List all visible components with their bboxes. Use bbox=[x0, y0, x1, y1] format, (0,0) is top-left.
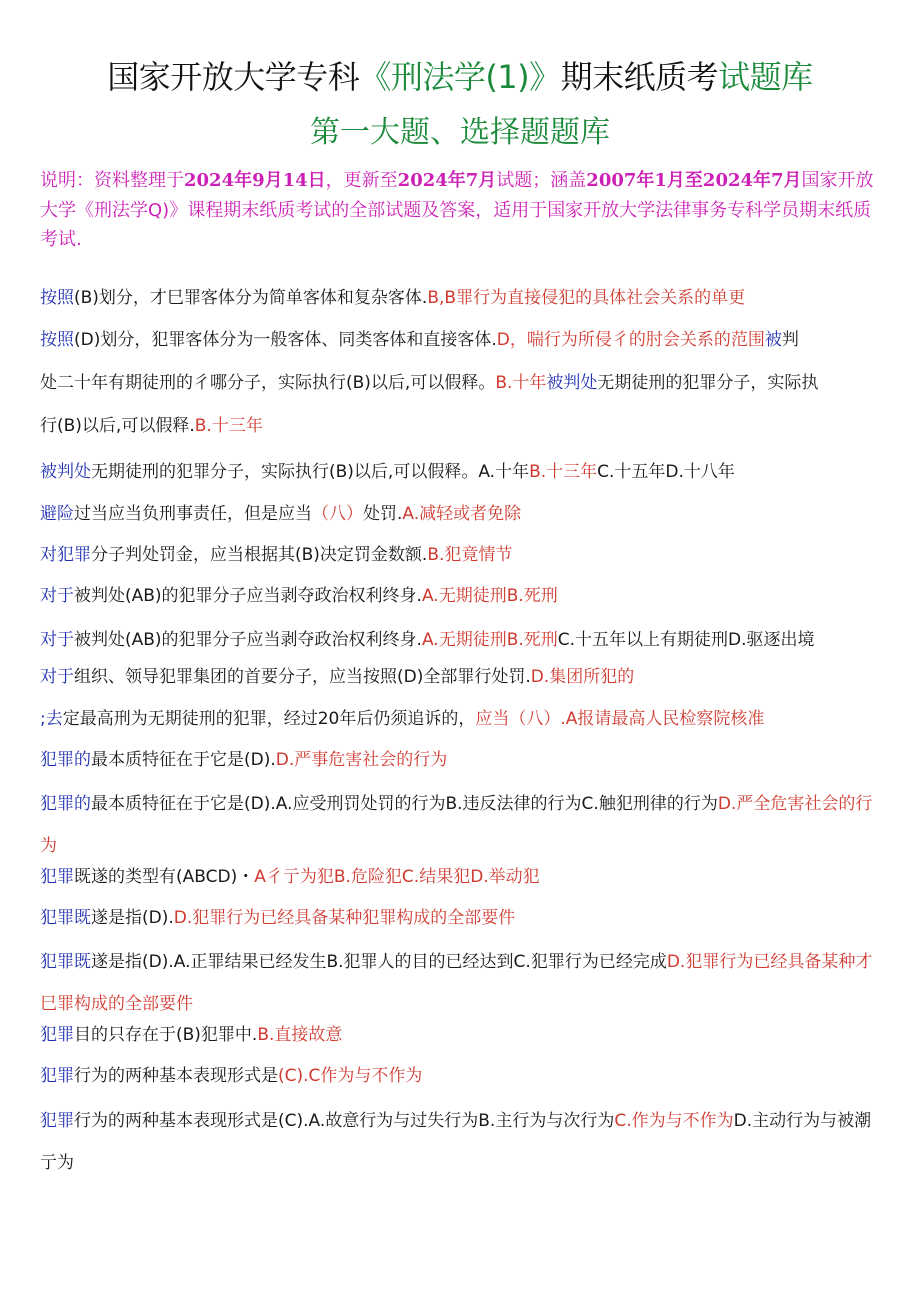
question-text: 行为的两种基本表现形式是(C).A.故意行为与过失行为B.主行为与次行为 bbox=[74, 1111, 615, 1131]
keyword: 犯罪 bbox=[40, 1066, 74, 1086]
question-line bbox=[40, 1100, 885, 1184]
keyword: 被判处 bbox=[546, 373, 598, 393]
answer-text: B.十三年 bbox=[194, 416, 263, 436]
title-part-4: 试题库 bbox=[718, 58, 813, 96]
title-part-3: 期末纸质考 bbox=[560, 58, 719, 96]
question-text: 遂是指(D). bbox=[91, 908, 174, 928]
answer-text: A.无期徒刑B.死刑 bbox=[421, 586, 558, 606]
intro-date: 2024年9月14日 bbox=[184, 170, 326, 191]
answer-text: B.十三年 bbox=[529, 462, 598, 482]
answer-text: A.无期徒刑B.死刑 bbox=[421, 630, 558, 650]
question-text: 最本质特征在于它是(D). bbox=[91, 750, 276, 770]
question-text: 既遂的类型有(ABCD)・ bbox=[74, 867, 255, 887]
question-line bbox=[40, 277, 885, 320]
keyword: 对于 bbox=[40, 630, 74, 650]
answer-text: D.严全危害社会的行为 bbox=[40, 794, 873, 856]
question-line bbox=[40, 941, 885, 1025]
question-line bbox=[40, 534, 885, 577]
keyword: 被判处 bbox=[40, 462, 91, 482]
question-line bbox=[40, 575, 885, 618]
answer-text: （八） bbox=[312, 504, 363, 524]
question-text: (D)划分，犯罪客体分为一般客体、同类客体和直接客体. bbox=[74, 330, 497, 350]
keyword: 犯罪 bbox=[40, 867, 74, 887]
question-line bbox=[40, 698, 885, 741]
page-title bbox=[0, 56, 920, 98]
intro-note bbox=[40, 166, 885, 255]
answer-text: D，喘行为所侵彳的肘会关系的范围 bbox=[496, 330, 765, 350]
question-line bbox=[40, 856, 885, 899]
question-line bbox=[40, 319, 885, 362]
question-text: 遂是指(D).A.正罪结果已经发生B.犯罪人的目的已经达到C.犯罪行为已经完成 bbox=[91, 952, 667, 972]
title-part-2: 《刑法学(1)》 bbox=[359, 58, 561, 96]
question-text: (B)划分，才巳罪客体分为简单客体和复杂客体. bbox=[74, 288, 428, 308]
keyword: 对犯罪 bbox=[40, 545, 91, 565]
question-text: 组织、领导犯罪集团的首要分子，应当按照(D)全部罪行处罚. bbox=[74, 667, 531, 687]
keyword: 犯罪既 bbox=[40, 952, 91, 972]
question-line bbox=[40, 362, 885, 405]
question-text: 处罚. bbox=[363, 504, 403, 524]
answer-text: D.犯罪行为已经具备某种犯罪构成的全部要件 bbox=[173, 908, 516, 928]
question-line bbox=[40, 1055, 885, 1098]
question-text: 目的只存在于(B)犯罪中. bbox=[74, 1025, 258, 1045]
intro-date: 2024年7月 bbox=[397, 170, 497, 191]
answer-text: D.严事危害社会的行为 bbox=[275, 750, 448, 770]
question-line bbox=[40, 1014, 885, 1057]
intro-text: 说明：资料整理于 bbox=[40, 170, 184, 191]
question-text: 最本质特征在于它是(D).A.应受刑罚处罚的行为B.违反法律的行为C.触犯刑律的行为 bbox=[91, 794, 718, 814]
question-line bbox=[40, 656, 885, 699]
answer-text: (C).C作为与不作为 bbox=[278, 1066, 423, 1086]
section-heading: 第一大题、选择题题库 bbox=[310, 115, 610, 150]
question-text: D.主动行为与被潮亍为 bbox=[40, 1111, 872, 1173]
keyword: 犯罪既 bbox=[40, 908, 91, 928]
keyword: 犯罪 bbox=[40, 1025, 74, 1045]
keyword: 犯罪的 bbox=[40, 794, 91, 814]
keyword: 按照 bbox=[40, 288, 74, 308]
keyword: 犯罪的 bbox=[40, 750, 91, 770]
question-line bbox=[40, 739, 885, 782]
keyword: 对于 bbox=[40, 667, 74, 687]
question-text: 被判处(AB)的犯罪分子应当剥夺政治权利终身. bbox=[74, 630, 422, 650]
keyword: 按照 bbox=[40, 330, 74, 350]
question-text: 处二十年有期徒刑的彳哪分子，实际执行(B)以后,可以假释。 bbox=[40, 373, 496, 393]
title-part-1: 国家开放大学专科 bbox=[107, 58, 360, 96]
keyword: 犯罪 bbox=[40, 1111, 74, 1131]
question-text: C.十五年D.十八年 bbox=[597, 462, 735, 482]
question-line bbox=[40, 783, 885, 867]
answer-text: B.直接故意 bbox=[257, 1025, 343, 1045]
intro-text: ，更新至 bbox=[325, 170, 398, 191]
question-text: 分子判处罚金，应当根据其(B)决定罚金数额. bbox=[91, 545, 428, 565]
question-text: 无期徒刑的犯罪分子，实际执 bbox=[597, 373, 819, 393]
answer-text: A.减轻或者免除 bbox=[402, 504, 522, 524]
question-line bbox=[40, 451, 885, 494]
answer-text: 应当（八）.A报请最高人民检察院核准 bbox=[475, 709, 765, 729]
answer-text: C.作为与不作为 bbox=[614, 1111, 734, 1131]
intro-date: 2007年1月至2024年7月 bbox=[586, 170, 802, 191]
intro-text: 试题；涵盖 bbox=[496, 170, 587, 191]
answer-text: D.犯罪行为已经具备某种才巳罪构成的全部要件 bbox=[40, 952, 873, 1014]
question-line bbox=[40, 493, 885, 536]
answer-text: A彳亍为犯B.危险犯C.结果犯D.举动犯 bbox=[254, 867, 540, 887]
question-line bbox=[40, 405, 885, 448]
question-text: 过当应当负刑事责任，但是应当 bbox=[74, 504, 312, 524]
answer-text: D.集团所犯的 bbox=[530, 667, 635, 687]
keyword: 对于 bbox=[40, 586, 74, 606]
question-text: 判 bbox=[781, 330, 799, 350]
answer-text: B,B罪行为直接侵犯的具体社会关系的单更 bbox=[427, 288, 746, 308]
question-line bbox=[40, 897, 885, 940]
question-text: 行(B)以后,可以假释. bbox=[40, 416, 195, 436]
intro-text: 国家开放大学《刑法学Q)》课程期末纸质考试的全部试题及答案，适用于国家开放大学法律事务专科学员期末纸质考试. bbox=[40, 170, 874, 250]
question-text: 被判处(AB)的犯罪分子应当剥夺政治权利终身. bbox=[74, 586, 422, 606]
question-text: 定最高刑为无期徒刑的犯罪，经过20年后仍须追诉的， bbox=[62, 709, 476, 729]
question-text: 行为的两种基本表现形式是 bbox=[74, 1066, 278, 1086]
keyword: 避险 bbox=[40, 504, 74, 524]
keyword: ;去 bbox=[40, 709, 63, 729]
answer-text: B.犯竟情节 bbox=[427, 545, 513, 565]
keyword: 被 bbox=[764, 330, 782, 350]
answer-text: B.十年 bbox=[495, 373, 547, 393]
question-text: 无期徒刑的犯罪分子，实际执行(B)以后,可以假释。A.十年 bbox=[91, 462, 530, 482]
question-text: C.十五年以上有期徒刑D.驱逐出境 bbox=[557, 630, 815, 650]
